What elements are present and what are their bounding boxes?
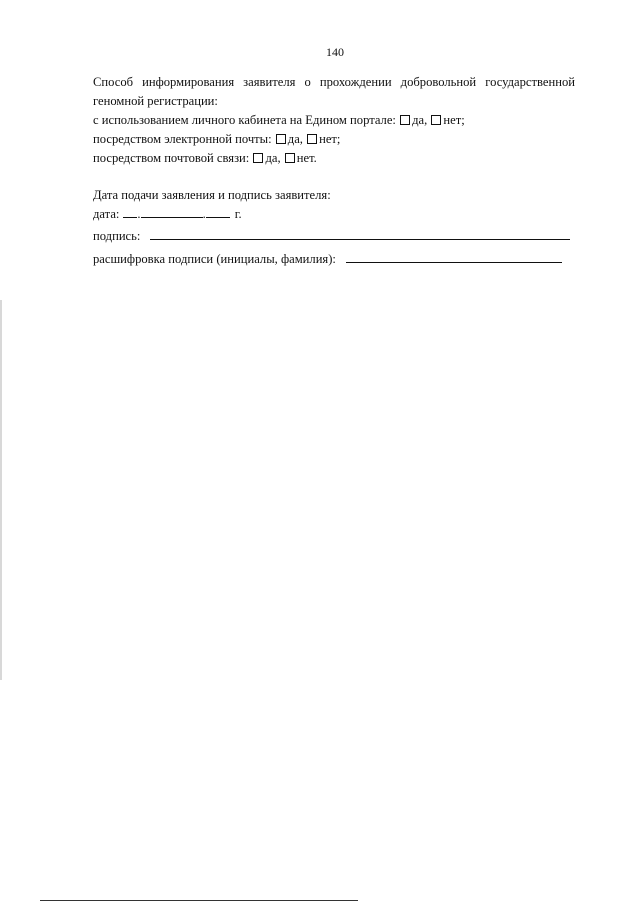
date-day-field[interactable] bbox=[123, 205, 137, 218]
email-yes-label: да, bbox=[287, 132, 303, 146]
signature-decryption-label: расшифровка подписи (инициалы, фамилия): bbox=[93, 252, 336, 266]
portal-no-label: нет; bbox=[443, 113, 465, 127]
option-portal bbox=[93, 111, 575, 130]
portal-yes-label: да, bbox=[412, 113, 428, 127]
submission-heading: Дата подачи заявления и подпись заявителя: bbox=[93, 188, 331, 202]
email-yes-checkbox[interactable] bbox=[276, 134, 286, 144]
signature-decryption-field[interactable] bbox=[346, 249, 562, 263]
option-email bbox=[93, 130, 575, 149]
portal-no-checkbox[interactable] bbox=[431, 115, 441, 125]
date-separator-1: . bbox=[137, 207, 141, 221]
page-number: 140 bbox=[326, 45, 344, 59]
post-no-checkbox[interactable] bbox=[285, 153, 295, 163]
date-year-field[interactable] bbox=[206, 205, 230, 218]
scan-edge-shadow bbox=[0, 300, 2, 680]
date-year-suffix: г. bbox=[234, 207, 242, 221]
post-yes-label: да, bbox=[265, 151, 281, 165]
date-row bbox=[93, 205, 575, 224]
email-no-checkbox[interactable] bbox=[307, 134, 317, 144]
date-month-field[interactable] bbox=[141, 205, 203, 218]
email-no-label: нет; bbox=[319, 132, 341, 146]
option-post-label: посредством почтовой связи: bbox=[93, 151, 250, 165]
footer-rule bbox=[40, 900, 358, 901]
form-content bbox=[93, 73, 575, 269]
portal-yes-checkbox[interactable] bbox=[400, 115, 410, 125]
section-gap bbox=[93, 168, 575, 186]
info-method-heading-line2: геномной регистрации: bbox=[93, 94, 218, 108]
post-yes-checkbox[interactable] bbox=[253, 153, 263, 163]
date-label: дата: bbox=[93, 207, 120, 221]
signature-field[interactable] bbox=[150, 226, 570, 240]
option-post bbox=[93, 149, 575, 168]
option-email-label: посредством электронной почты: bbox=[93, 132, 272, 146]
date-separator-2: . bbox=[202, 207, 206, 221]
post-no-label: нет. bbox=[296, 151, 317, 165]
signature-decryption-row bbox=[93, 249, 575, 269]
option-portal-label: с использованием личного кабинета на Едином портале: bbox=[93, 113, 396, 127]
signature-row bbox=[93, 226, 575, 246]
signature-label: подпись: bbox=[93, 229, 141, 243]
info-method-heading-line1: Способ информирования заявителя о прохождении добровольной государственной bbox=[93, 75, 575, 89]
